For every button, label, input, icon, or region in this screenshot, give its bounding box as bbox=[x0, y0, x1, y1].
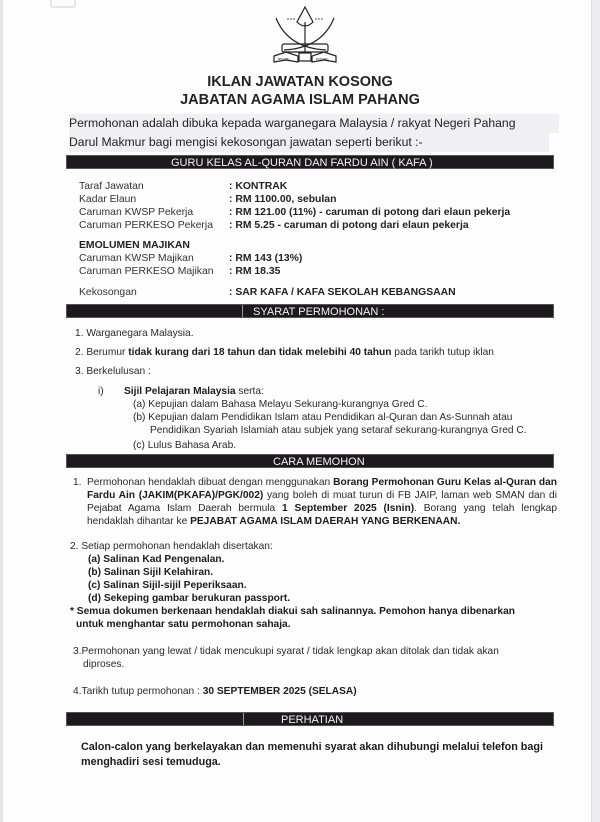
detail-row: Caruman KWSP Majikan : RM 143 (13%) bbox=[79, 253, 303, 264]
document-item: (d) Sekeping gambar berukuran passport. bbox=[88, 593, 291, 604]
document-item: (a) Salinan Kad Pengenalan. bbox=[88, 554, 225, 565]
attention-title: PERHATIAN bbox=[281, 714, 344, 726]
intro-line-2: Darul Makmur bagi mengisi kekosongan jawatan seperti berikut :- bbox=[69, 133, 549, 152]
position-banner bbox=[66, 155, 554, 169]
detail-row: Kekosongan : SAR KAFA / KAFA SEKOLAH KEBANGSAAN bbox=[79, 287, 456, 298]
document-item: (c) Salinan Sijil-sijil Peperiksaan. bbox=[88, 580, 247, 591]
detail-row: Taraf Jawatan : KONTRAK bbox=[79, 181, 288, 192]
requirement-item: 1. Warganegara Malaysia. bbox=[75, 328, 194, 339]
header-ghost bbox=[50, 0, 160, 6]
attention-banner bbox=[66, 712, 554, 726]
vacancy bbox=[79, 286, 456, 299]
position-title: GURU KELAS AL-QURAN DAN FARDU AIN ( KAFA ) bbox=[171, 157, 433, 169]
attention-text: Calon-calon yang berkelayakan dan memenuhi syarat akan dihubungi melalui telefon bagi menghadiri sesi temuduga. bbox=[81, 741, 543, 768]
apply-step-2: 2. Setiap permohonan hendaklah disertakan: (a) Salinan Kad Pengenalan. (b) Salinan Sijil Kelahiran. (c) Salinan Sijil-sijil Peperiksaan. (d) Sekeping gambar berukuran passport. * Semua dokumen berkenaan hendaklah diakui sah salinannya. Pemohon hanya dibenarkan untuk menghantar satu permohonan sahaja. bbox=[70, 540, 560, 631]
how-to-apply-title: CARA MEMOHON bbox=[273, 456, 365, 468]
qualification-item: Pendidikan Syariah Islamiah atau subjek yang setaraf sekurang-kurangnya Gred C. bbox=[150, 425, 527, 436]
apply-step-1: 1. Permohonan hendaklah dibuat dengan menggunakan Borang Permohonan Guru Kelas al-Quran dan Fardu Ain (JAKIM(PKAFA)/PGK/002) yang boleh di muat turun di FB JAIP, laman web SMAN dan di Pejabat Agama Islam Daerah bermula 1 September 2025 (Isnin). Borang yang telah lengkap hendaklah dihantar ke PEJABAT AGAMA ISLAM DAERAH YANG BERKENAAN. bbox=[73, 477, 557, 527]
qualification-list: i) Sijil Pelajaran Malaysia serta: (a) Kepujian dalam Bahasa Melayu Sekurang-kurangnya Gred C. (b) Kepujian dalam Pendidikan Islam atau Pendidikan al-Quran dan As-Sunnah atau Pendidikan Syariah Islamiah atau subjek yang setaraf sekurang-kurangnya Gred C. (c) Lulus Bahasa Arab. bbox=[98, 385, 558, 452]
employer-heading: EMOLUMEN MAJIKAN bbox=[79, 240, 190, 251]
page-left-edge bbox=[0, 0, 3, 822]
apply-step-4: 4.Tarikh tutup permohonan : 30 SEPTEMBER 2025 (SELASA) bbox=[73, 686, 357, 697]
page-right-edge bbox=[591, 0, 600, 822]
svg-text:NEGERI: NEGERI bbox=[278, 57, 290, 61]
apply-step-3: 3.Permohonan yang lewat / tidak mencukupi syarat / tidak lengkap akan ditolak dan tidak akan diproses. bbox=[73, 646, 499, 670]
detail-row: Caruman KWSP Pekerja : RM 121.00 (11%) - caruman di potong dari elaun pekerja bbox=[79, 207, 511, 218]
document-title: IKLAN JAWATAN KOSONG bbox=[207, 74, 393, 90]
requirements-title: SYARAT PERMOHONAN : bbox=[253, 306, 385, 318]
intro-line-1: Permohonan adalah dibuka kepada warganegara Malaysia / rakyat Negeri Pahang bbox=[69, 114, 559, 133]
requirements-list bbox=[75, 327, 555, 384]
department-title: JABATAN AGAMA ISLAM PAHANG bbox=[180, 92, 420, 108]
qualification-item: (b) Kepujian dalam Pendidikan Islam atau Pendidikan al-Quran dan As-Sunnah atau bbox=[133, 412, 513, 423]
how-to-apply-banner bbox=[66, 454, 554, 468]
svg-text:PAHANG: PAHANG bbox=[316, 57, 329, 61]
detail-row: Caruman PERKESO Majikan : RM 18.35 bbox=[79, 266, 281, 277]
document-note: * Semua dokumen berkenaan hendaklah diakui sah salinannya. Pemohon hanya dibenarkan untuk menghantar satu permohonan sahaja. bbox=[70, 606, 515, 630]
closing-date: 30 SEPTEMBER 2025 (SELASA) bbox=[202, 686, 357, 697]
requirement-item: 2. Berumur tidak kurang dari 18 tahun dan tidak melebihi 40 tahun pada tarikh tutup iklan bbox=[75, 347, 494, 358]
detail-row: Kadar Elaun : RM 1100.00, sebulan bbox=[79, 194, 337, 205]
document-item: (b) Salinan Sijil Kelahiran. bbox=[88, 567, 214, 578]
employer-emolument bbox=[79, 239, 302, 278]
job-details bbox=[79, 180, 510, 232]
requirements-banner bbox=[66, 304, 554, 318]
qualification-item: (a) Kepujian dalam Bahasa Melayu Sekurang-kurangnya Gred C. bbox=[133, 399, 428, 410]
requirement-item: 3. Berkelulusan : bbox=[75, 366, 151, 377]
detail-row: Caruman PERKESO Pekerja : RM 5.25 - caruman di potong dari elaun pekerja bbox=[79, 220, 469, 231]
intro-paragraph bbox=[69, 114, 559, 152]
ghost-box-icon bbox=[50, 0, 76, 8]
pahang-crest-icon bbox=[268, 4, 342, 66]
qualification-item: (c) Lulus Bahasa Arab. bbox=[133, 440, 237, 451]
